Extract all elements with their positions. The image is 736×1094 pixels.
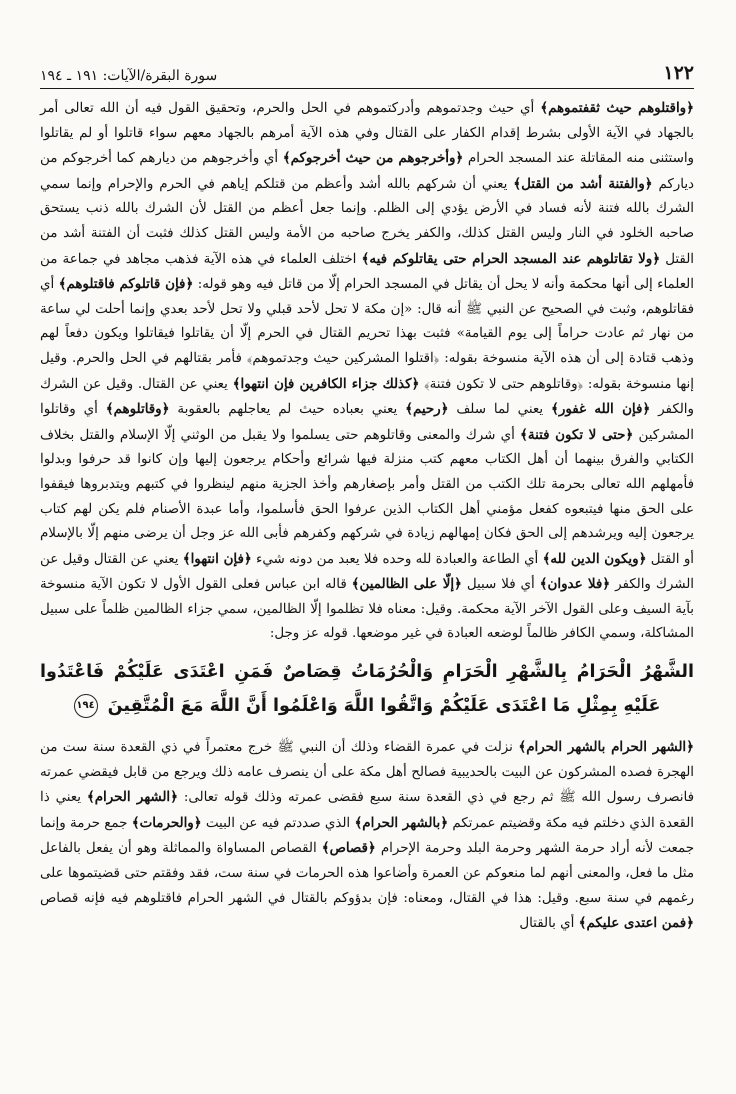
quran-quote: ﴿فإن الله غفور﴾	[551, 401, 651, 418]
quran-quote: ﴿كذلك جزاء الكافرين فإن انتهوا﴾	[232, 375, 420, 392]
main-text	[40, 96, 694, 937]
commentary-text: يعني أن شركهم بالله أشد وأعظم من قتلكم إياهم في الحرم والإحرام وإنما سمي الشرك بالله فتنة لأنه فساد في الأرض يؤدي إلى الظلم. وإنما جعل أعظم من القتل لأن الشرك بالله ذنب يستحق صاحبه الخلود في النار وليس القتل كذلك، والكفر يخرج صاحبه من الأمة وليس القتل كذلك فثبت أن الفتنة أشد من القتل	[40, 176, 694, 267]
commentary-text: أي حيث وجدتموهم وأدركتموهم في الحل والحرم، وتحقيق القول فيه أن الله تعالى أمر بالجهاد في الآية الأولى بشرط إقدام الكفار على القتال وفي هذه الآية أمرهم بالجهاد معهم سواء قاتلوا أو لم يقاتلوا واستثنى منه المقاتلة عند المسجد الحرام	[40, 101, 695, 167]
verse-number-marker: ١٩٤	[74, 694, 98, 718]
quran-quote: ﴿رحيم﴾	[405, 401, 449, 418]
quran-quote: ﴿والحرمات﴾	[131, 814, 202, 831]
quran-quote: ﴿واقتلوهم حيث ثقفتموهم﴾	[540, 100, 694, 116]
commentary-text: القصاص المساواة والمماثلة وهو أن يفعل بالفاعل مثل ما فعل، والمعنى أنهم لما منعوكم عن العمرة وأضاعوا هذه الحرمات في سنة ست، فقد وفقتم حتى قضيتموها على رغمهم في سنة سبع. وقيل: هذا في القتال، ومعناه: فإن بدؤوكم بالقتال في الشهر الحرام فاقتلوهم فيه فإنه قصاص	[40, 841, 694, 906]
quran-quote: ﴿إلّا على الظالمين﴾	[351, 576, 462, 593]
quran-quote: ﴿وقاتلوهم﴾	[105, 401, 170, 418]
commentary-text: أي بالقتال	[519, 916, 579, 932]
commentary-text: قاله ابن عباس فعلى القول الأول لا تكون الآية منسوخة بآية السيف وعلى القول الآخر الآية محكمة. وقيل: معناه فلا تظلموا إلّا الظالمين، سمي جزاء الظالمين ظلماً على سبيل المشاكلة، وسمي الكافر ظالماً لوضعه العبادة في غير موضعها. قوله عز وجل:	[40, 577, 694, 642]
quran-quote: ﴿فإن قاتلوكم فاقتلوهم﴾	[58, 276, 194, 293]
commentary-text: الذي صددتم فيه عن البيت	[201, 815, 355, 831]
quran-quote: ﴿والفتنة أشد من القتل﴾	[513, 175, 653, 192]
quran-quote: ﴿فإن انتهوا﴾	[182, 550, 252, 567]
quran-quote: ﴿الشهر الحرام﴾	[86, 789, 178, 806]
page-header	[40, 56, 694, 89]
quran-quote: ﴿الشهر الحرام بالشهر الحرام﴾	[518, 739, 694, 756]
commentary-text: أي وقاتلوا المشركين	[40, 402, 694, 443]
quran-quote: ﴿ولا تقاتلوهم عند المسجد الحرام حتى يقاتلوكم فيه﴾	[361, 250, 661, 267]
commentary-text: يعني بعباده حيث لم يعاجلهم بالعقوبة	[169, 402, 406, 418]
commentary-text: أي وأخرجوهم من ديارهم كما أخرجوكم من دياركم	[40, 151, 695, 192]
commentary-text: يعني ذا القعدة الذي دخلتم فيه مكة وقضيتم عمرتكم	[40, 790, 695, 831]
commentary-paragraph-1	[40, 96, 694, 647]
commentary-text: جمع حرمة وإنما جمعت لأنه أراد حرمة الشهر وحرمة البلد وحرمة الإحرام	[40, 815, 694, 857]
commentary-text: أي الطاعة والعبادة لله وحده فلا يعبد من دونه شيء	[251, 551, 543, 567]
commentary-text: يعني عن القتال وقيل عن الشرك والكفر	[40, 551, 694, 593]
quran-quote: ﴿ويكون الدين لله﴾	[542, 550, 647, 567]
commentary-text: أي فلا سبيل	[461, 577, 540, 593]
commentary-text: اختلف العلماء في هذه الآية فذهب مجاهد في جماعة من العلماء إلى أنها محكمة وأنه لا يحل أن يقاتل في المسجد الحرام إلّا من قاتل فيه وهو قوله:	[40, 251, 694, 293]
commentary-text: يعني عن القتال. وقيل عن الشرك والكفر	[40, 376, 694, 418]
quran-quote: ﴿فمن اعتدى عليكم﴾	[578, 915, 694, 932]
quran-quote: ﴿حتى لا تكون فتنة﴾	[520, 426, 634, 443]
commentary-paragraph-2	[40, 735, 694, 937]
commentary-text: يعني لما سلف	[448, 402, 551, 418]
page-number: ١٢٢	[663, 62, 694, 84]
running-title: سورة البقرة/الآيات: ١٩١ ـ ١٩٤	[40, 68, 218, 84]
quran-quote: ﴿وأخرجوهم من حيث أخرجوكم﴾	[282, 150, 464, 167]
verse-text: الشَّهْرُ الْحَرَامُ بِالشَّهْرِ الْحَرَامِ وَالْحُرُمَاتُ قِصَاصٌ فَمَنِ اعْتَدَى عَلَيْكُمْ فَاعْتَدُوا عَلَيْهِ بِمِثْلِ مَا اعْتَدَى عَلَيْكُمْ وَاتَّقُوا اللَّهَ وَاعْلَمُوا أَنَّ اللَّهَ مَعَ الْمُتَّقِينَ	[40, 662, 694, 717]
quran-verse	[40, 655, 694, 723]
commentary-text: أي شرك والمعنى وقاتلوهم حتى يسلموا ولا يقبل من الوثني إلّا الإسلام والقتل بخلاف الكتابي والفرق بينهما أن أهل الكتاب معهم كتب منزلة فيها شرائع وأحكام يرجعون إليها وإن كانوا قد حرفوا وبدلوا فأمهلهم الله تعالى بحرمة تلك الكتب من القتل وأمر بإصغارهم وأخذ الجزية منهم لينظروا في كتبهم ويتدبروها فيقفوا على الحق منها فيتبعوه كفعل مؤمني أهل الكتاب الذين عرفوا الحق فأسلموا، وأما عبدة الأصنام فلم يكن لهم كتاب يرجعون إليه ويرشدهم إلى الحق فكان إمهالهم زيادة في شركهم وكفرهم فأبى الله عز وجل أن يرضى منهم إلّا بالإسلام أو القتل	[40, 427, 695, 567]
commentary-text: نزلت في عمرة القضاء وذلك أن النبي ﷺ خرج معتمراً في ذي القعدة سنة ست من الهجرة فصده المشركون عن البيت بالحديبية فصالح أهل مكة على أن ينصرف عامه ذلك ويرجع من قابل فيقضي عمرته فانصرف رسول الله ﷺ ثم رجع في ذي القعدة سنة سبع فقضى عمرته وذلك قوله تعالى:	[40, 740, 694, 806]
quran-quote: ﴿فلا عدوان﴾	[539, 576, 611, 593]
commentary-text: أي فقاتلوهم، وثبت في الصحيح عن النبي ﷺ أنه قال: «إن مكة لا تحل لأحد قبلي ولا تحل لأحد بعدي وإنما أحلت لي ساعة من نهار ثم عادت حراماً إلى يوم القيامة» فثبت بهذا تحريم القتال في الحرم إلّا أن يقاتلوا فيقاتلوا ويكون دفعاً لهم وذهب قتادة إلى أن هذه الآية منسوخة بقوله: ﴿اقتلوا المشركين حيث وجدتموهم﴾ فأمر بقتالهم في الحل والحرم. وقيل إنها منسوخة بقوله: ﴿وقاتلوهم حتى لا تكون فتنة﴾	[40, 277, 694, 392]
quran-quote: ﴿قصاص﴾	[321, 840, 376, 857]
quran-quote: ﴿بالشهر الحرام﴾	[354, 814, 449, 831]
